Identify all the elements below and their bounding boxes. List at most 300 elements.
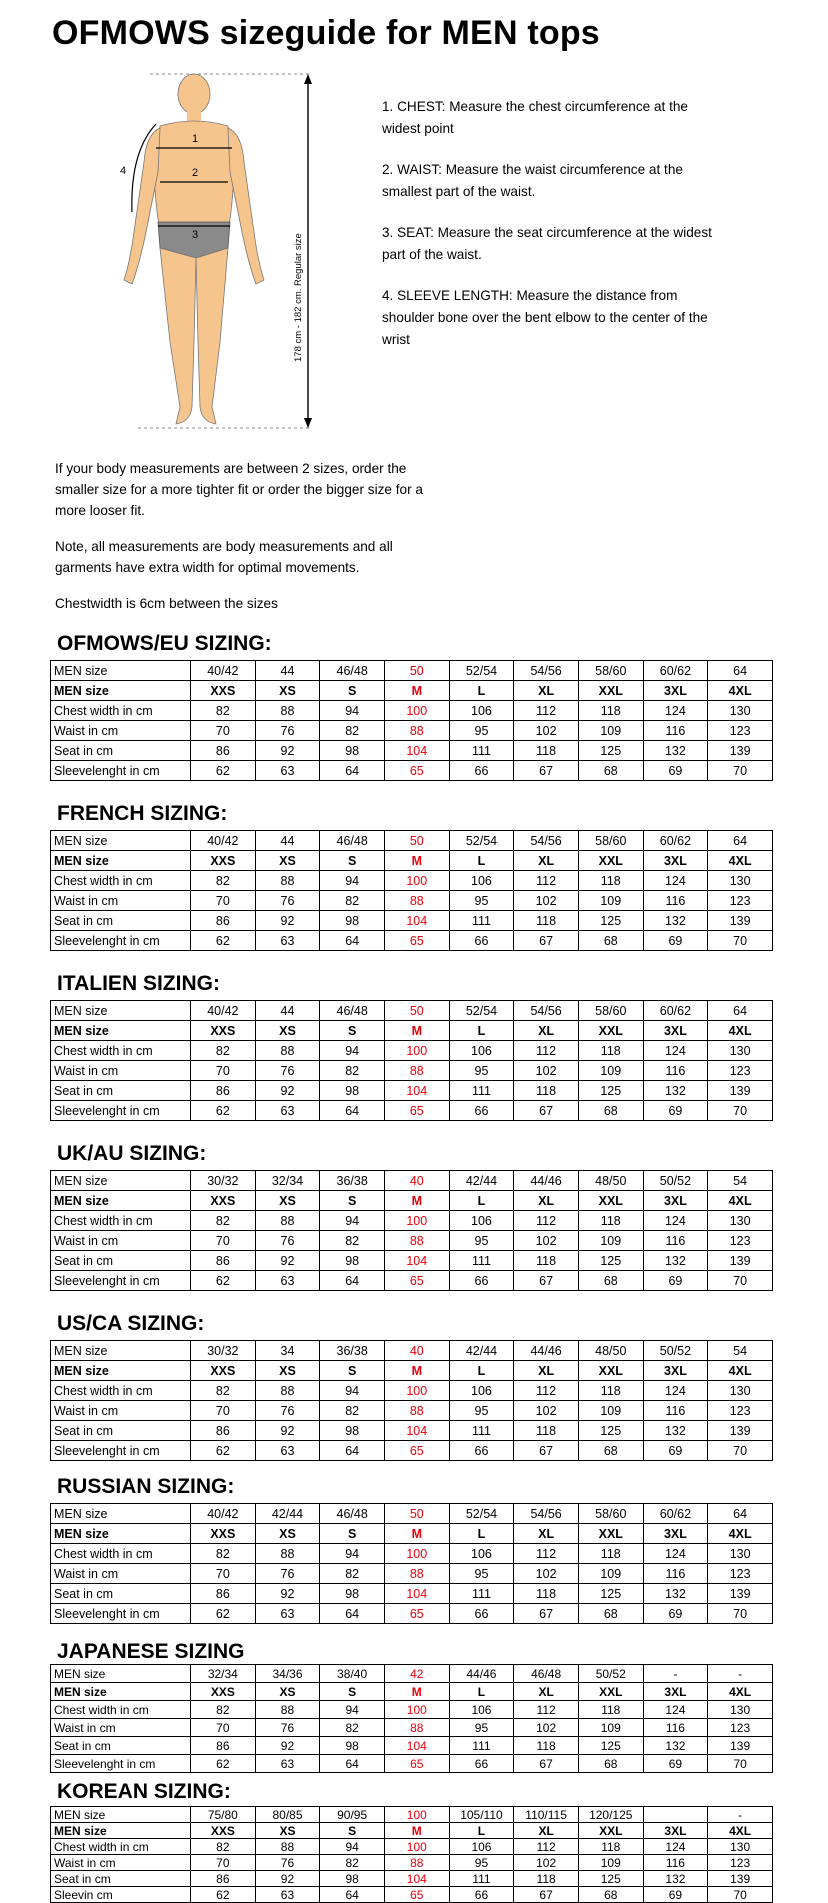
table-cell: 64: [708, 1504, 773, 1524]
table-cell: 70: [708, 761, 773, 781]
table-cell: L: [449, 681, 514, 701]
table-cell: XXS: [191, 1823, 256, 1839]
table-cell: 62: [191, 931, 256, 951]
table-cell: 36/38: [320, 1171, 385, 1191]
table-cell: 88: [255, 1381, 320, 1401]
table-cell: 95: [449, 1855, 514, 1871]
table-cell: 123: [708, 1719, 773, 1737]
table-cell: 46/48: [320, 1001, 385, 1021]
table-row: [51, 911, 773, 931]
table-cell: 4XL: [708, 1524, 773, 1544]
table-cell: -: [643, 1665, 708, 1683]
table-cell: 116: [643, 1564, 708, 1584]
table-cell: 44: [255, 661, 320, 681]
table-cell: 67: [514, 1271, 579, 1291]
table-cell: XXL: [578, 1524, 643, 1544]
row-label: MEN size: [51, 1524, 191, 1544]
table-cell: 100: [384, 1839, 449, 1855]
table-cell: XXL: [578, 1823, 643, 1839]
table-cell: XS: [255, 1021, 320, 1041]
table-row: [51, 931, 773, 951]
table-cell: 92: [255, 1081, 320, 1101]
table-row: [51, 701, 773, 721]
table-cell: 60/62: [643, 1001, 708, 1021]
table-cell: 139: [708, 1421, 773, 1441]
table-cell: 67: [514, 761, 579, 781]
table-cell: XS: [255, 681, 320, 701]
table-cell: 63: [255, 1271, 320, 1291]
table-cell: 88: [255, 1839, 320, 1855]
table-cell: 42: [384, 1665, 449, 1683]
table-row: [51, 1171, 773, 1191]
table-cell: 42/44: [449, 1341, 514, 1361]
table-cell: XS: [255, 851, 320, 871]
table-cell: 63: [255, 1604, 320, 1624]
table-cell: 65: [384, 1604, 449, 1624]
size-table: [50, 1170, 773, 1291]
table-cell: 76: [255, 1855, 320, 1871]
table-cell: 68: [578, 1887, 643, 1903]
table-cell: 109: [578, 1719, 643, 1737]
table-cell: 76: [255, 1401, 320, 1421]
table-cell: 130: [708, 1839, 773, 1855]
table-cell: 92: [255, 911, 320, 931]
table-cell: S: [320, 1823, 385, 1839]
row-label: MEN size: [51, 1001, 191, 1021]
row-label: Waist in cm: [51, 891, 191, 911]
table-cell: L: [449, 1021, 514, 1041]
row-label: Chest width in cm: [51, 1211, 191, 1231]
table-cell: 88: [255, 1041, 320, 1061]
table-cell: 104: [384, 1251, 449, 1271]
table-cell: 100: [384, 1381, 449, 1401]
table-cell: 104: [384, 1081, 449, 1101]
table-cell: 76: [255, 1061, 320, 1081]
table-row: [51, 1001, 773, 1021]
row-label: Chest width in cm: [51, 1381, 191, 1401]
table-cell: 132: [643, 1584, 708, 1604]
table-cell: 100: [384, 871, 449, 891]
table-cell: 67: [514, 931, 579, 951]
table-row: [51, 681, 773, 701]
row-label: Chest width in cm: [51, 1544, 191, 1564]
table-cell: 88: [255, 1211, 320, 1231]
table-cell: XS: [255, 1823, 320, 1839]
table-cell: 69: [643, 1271, 708, 1291]
table-cell: 104: [384, 1737, 449, 1755]
table-cell: 106: [449, 1041, 514, 1061]
table-cell: 139: [708, 741, 773, 761]
table-cell: 62: [191, 1887, 256, 1903]
table-cell: 116: [643, 1061, 708, 1081]
figure-label-waist: 2: [192, 167, 199, 179]
table-cell: 67: [514, 1755, 579, 1773]
table-cell: 3XL: [643, 681, 708, 701]
table-cell: 88: [255, 871, 320, 891]
table-cell: 125: [578, 1081, 643, 1101]
table-cell: 118: [514, 911, 579, 931]
table-cell: 124: [643, 1381, 708, 1401]
table-cell: 82: [320, 1231, 385, 1251]
table-cell: 30/32: [191, 1341, 256, 1361]
table-cell: 58/60: [578, 831, 643, 851]
table-cell: 139: [708, 1737, 773, 1755]
table-cell: 86: [191, 1737, 256, 1755]
table-cell: XXS: [191, 851, 256, 871]
table-cell: -: [708, 1807, 773, 1823]
table-cell: 82: [191, 701, 256, 721]
table-cell: 88: [384, 721, 449, 741]
table-cell: 70: [708, 1755, 773, 1773]
table-cell: 132: [643, 1871, 708, 1887]
table-cell: 66: [449, 931, 514, 951]
size-table: [50, 1340, 773, 1461]
table-cell: 68: [578, 1755, 643, 1773]
table-cell: 34/36: [255, 1665, 320, 1683]
table-cell: 67: [514, 1101, 579, 1121]
table-cell: 66: [449, 1441, 514, 1461]
figure-label-sleeve: 4: [120, 165, 127, 177]
row-label: MEN size: [51, 1665, 191, 1683]
table-cell: 44: [255, 831, 320, 851]
table-row: [51, 741, 773, 761]
body-measurement-figure: [110, 62, 335, 432]
table-cell: XXS: [191, 1361, 256, 1381]
table-cell: 130: [708, 1544, 773, 1564]
table-cell: 3XL: [643, 1524, 708, 1544]
table-cell: 82: [191, 1839, 256, 1855]
table-row: [51, 1887, 773, 1903]
table-cell: XXS: [191, 681, 256, 701]
table-cell: 118: [578, 1041, 643, 1061]
table-cell: 125: [578, 741, 643, 761]
table-cell: 64: [320, 1887, 385, 1903]
table-cell: 118: [578, 871, 643, 891]
table-cell: M: [384, 1191, 449, 1211]
table-row: [51, 1271, 773, 1291]
table-cell: 65: [384, 1101, 449, 1121]
table-cell: XL: [514, 1191, 579, 1211]
table-cell: 94: [320, 701, 385, 721]
section-title: ITALIEN SIZING:: [57, 972, 220, 995]
table-cell: 130: [708, 871, 773, 891]
table-cell: 116: [643, 1231, 708, 1251]
table-cell: 63: [255, 1887, 320, 1903]
table-cell: 124: [643, 1701, 708, 1719]
table-cell: 3XL: [643, 1823, 708, 1839]
table-row: [51, 1211, 773, 1231]
row-label: MEN size: [51, 1191, 191, 1211]
table-cell: 86: [191, 1871, 256, 1887]
table-cell: XL: [514, 1021, 579, 1041]
table-cell: 88: [384, 891, 449, 911]
section-title: RUSSIAN SIZING:: [57, 1475, 235, 1498]
table-cell: XL: [514, 681, 579, 701]
table-cell: XXL: [578, 1021, 643, 1041]
table-cell: XXL: [578, 1361, 643, 1381]
table-cell: L: [449, 1361, 514, 1381]
table-row: [51, 1855, 773, 1871]
table-cell: 54: [708, 1341, 773, 1361]
table-cell: S: [320, 1021, 385, 1041]
table-cell: 82: [191, 1211, 256, 1231]
table-cell: 42/44: [449, 1171, 514, 1191]
table-cell: 132: [643, 911, 708, 931]
table-cell: 52/54: [449, 831, 514, 851]
table-cell: XXS: [191, 1021, 256, 1041]
table-cell: 106: [449, 1544, 514, 1564]
table-cell: 106: [449, 1211, 514, 1231]
table-cell: 68: [578, 1101, 643, 1121]
section-title: FRENCH SIZING:: [57, 802, 228, 825]
table-cell: 92: [255, 1737, 320, 1755]
table-cell: 82: [320, 1855, 385, 1871]
table-cell: 118: [514, 1081, 579, 1101]
table-row: [51, 1737, 773, 1755]
table-row: [51, 1101, 773, 1121]
table-cell: 139: [708, 1584, 773, 1604]
table-cell: 82: [191, 871, 256, 891]
table-cell: 38/40: [320, 1665, 385, 1683]
table-cell: 109: [578, 1061, 643, 1081]
row-label: MEN size: [51, 851, 191, 871]
size-table: [50, 660, 773, 781]
table-cell: 104: [384, 1584, 449, 1604]
table-cell: 98: [320, 1737, 385, 1755]
table-cell: 64: [320, 1271, 385, 1291]
table-cell: 132: [643, 1737, 708, 1755]
table-cell: 95: [449, 1061, 514, 1081]
table-cell: 46/48: [320, 831, 385, 851]
table-cell: 110/115: [514, 1807, 579, 1823]
table-row: [51, 1807, 773, 1823]
table-row: [51, 661, 773, 681]
table-cell: 94: [320, 1839, 385, 1855]
table-cell: 116: [643, 721, 708, 741]
table-cell: 70: [708, 1887, 773, 1903]
table-cell: 64: [320, 1755, 385, 1773]
table-cell: XL: [514, 1361, 579, 1381]
table-cell: 88: [384, 1401, 449, 1421]
table-cell: XXS: [191, 1683, 256, 1701]
table-cell: 52/54: [449, 1504, 514, 1524]
table-cell: XXS: [191, 1191, 256, 1211]
table-cell: 94: [320, 1701, 385, 1719]
table-cell: 102: [514, 1401, 579, 1421]
table-cell: 102: [514, 891, 579, 911]
table-cell: 118: [578, 1839, 643, 1855]
table-cell: 124: [643, 1839, 708, 1855]
row-label: Chest width in cm: [51, 1701, 191, 1719]
table-cell: 109: [578, 1564, 643, 1584]
table-cell: 50/52: [643, 1341, 708, 1361]
table-cell: 88: [384, 1855, 449, 1871]
table-cell: 48/50: [578, 1341, 643, 1361]
row-label: Chest width in cm: [51, 1839, 191, 1855]
table-cell: 88: [255, 1701, 320, 1719]
table-cell: [643, 1807, 708, 1823]
table-cell: 80/85: [255, 1807, 320, 1823]
instruction-chest: 1. CHEST: Measure the chest circumference at the widest point: [382, 99, 688, 136]
table-cell: 112: [514, 1701, 579, 1719]
table-cell: 130: [708, 1381, 773, 1401]
table-row: [51, 1041, 773, 1061]
table-cell: 139: [708, 1871, 773, 1887]
instruction-seat: 3. SEAT: Measure the seat circumference at the widest part of the waist.: [382, 225, 712, 262]
table-cell: 76: [255, 1231, 320, 1251]
table-row: [51, 1021, 773, 1041]
table-cell: 130: [708, 1041, 773, 1061]
table-row: [51, 1584, 773, 1604]
table-cell: 95: [449, 1719, 514, 1737]
table-cell: 64: [708, 1001, 773, 1021]
table-cell: 118: [514, 1251, 579, 1271]
table-cell: 46/48: [320, 661, 385, 681]
row-label: Chest width in cm: [51, 1041, 191, 1061]
size-table: [50, 830, 773, 951]
table-cell: 64: [708, 661, 773, 681]
table-cell: M: [384, 1361, 449, 1381]
table-cell: 67: [514, 1604, 579, 1624]
table-cell: 69: [643, 1887, 708, 1903]
table-cell: 106: [449, 871, 514, 891]
table-cell: 65: [384, 1755, 449, 1773]
table-cell: 112: [514, 1544, 579, 1564]
table-cell: 82: [320, 1564, 385, 1584]
table-row: [51, 1683, 773, 1701]
table-cell: 62: [191, 1441, 256, 1461]
table-cell: 112: [514, 871, 579, 891]
table-cell: 65: [384, 1441, 449, 1461]
table-cell: 82: [320, 1401, 385, 1421]
table-cell: 32/34: [191, 1665, 256, 1683]
row-label: MEN size: [51, 661, 191, 681]
table-cell: XS: [255, 1361, 320, 1381]
table-cell: 60/62: [643, 661, 708, 681]
table-cell: XL: [514, 1524, 579, 1544]
table-cell: 92: [255, 1871, 320, 1887]
table-row: [51, 1061, 773, 1081]
table-cell: 65: [384, 1887, 449, 1903]
row-label: Chest width in cm: [51, 701, 191, 721]
table-cell: 64: [320, 931, 385, 951]
table-cell: 118: [578, 1544, 643, 1564]
table-cell: 82: [191, 1544, 256, 1564]
table-cell: XXL: [578, 1191, 643, 1211]
table-cell: 66: [449, 1271, 514, 1291]
table-cell: 118: [514, 1737, 579, 1755]
table-cell: XXL: [578, 1683, 643, 1701]
table-cell: 118: [578, 1701, 643, 1719]
table-cell: 102: [514, 1719, 579, 1737]
row-label: MEN size: [51, 1683, 191, 1701]
table-cell: 111: [449, 1737, 514, 1755]
table-cell: 94: [320, 1544, 385, 1564]
table-cell: 3XL: [643, 1191, 708, 1211]
table-cell: 58/60: [578, 661, 643, 681]
table-cell: S: [320, 1361, 385, 1381]
row-label: MEN size: [51, 1504, 191, 1524]
table-row: [51, 871, 773, 891]
table-cell: 109: [578, 1231, 643, 1251]
table-cell: 82: [191, 1381, 256, 1401]
table-row: [51, 1504, 773, 1524]
table-cell: 82: [191, 1041, 256, 1061]
table-cell: 62: [191, 1604, 256, 1624]
table-cell: 44/46: [514, 1171, 579, 1191]
table-row: [51, 761, 773, 781]
table-cell: 86: [191, 1421, 256, 1441]
table-cell: 76: [255, 891, 320, 911]
table-cell: -: [708, 1665, 773, 1683]
figure-label-chest: 1: [192, 133, 199, 145]
table-cell: 64: [320, 1604, 385, 1624]
table-cell: 95: [449, 891, 514, 911]
section-title: UK/AU SIZING:: [57, 1142, 207, 1165]
table-cell: 63: [255, 1101, 320, 1121]
table-cell: S: [320, 851, 385, 871]
table-cell: 44/46: [514, 1341, 579, 1361]
table-cell: 4XL: [708, 1191, 773, 1211]
table-cell: 98: [320, 1584, 385, 1604]
table-cell: 32/34: [255, 1171, 320, 1191]
table-cell: 50: [384, 661, 449, 681]
table-cell: 67: [514, 1441, 579, 1461]
row-label: Sleevin cm: [51, 1887, 191, 1903]
table-cell: XXL: [578, 851, 643, 871]
table-cell: 54: [708, 1171, 773, 1191]
table-cell: 90/95: [320, 1807, 385, 1823]
table-cell: 123: [708, 1564, 773, 1584]
table-cell: 82: [320, 891, 385, 911]
table-cell: 82: [191, 1701, 256, 1719]
table-cell: 40: [384, 1171, 449, 1191]
table-cell: 86: [191, 1251, 256, 1271]
table-cell: 92: [255, 1421, 320, 1441]
table-cell: 116: [643, 1719, 708, 1737]
table-cell: 58/60: [578, 1001, 643, 1021]
table-row: [51, 1381, 773, 1401]
row-label: Waist in cm: [51, 1719, 191, 1737]
table-cell: 88: [384, 1231, 449, 1251]
table-cell: 86: [191, 741, 256, 761]
table-cell: 70: [708, 1101, 773, 1121]
table-cell: 111: [449, 1081, 514, 1101]
table-cell: 40/42: [191, 1504, 256, 1524]
table-cell: 70: [191, 1231, 256, 1251]
row-label: Seat in cm: [51, 741, 191, 761]
table-cell: 75/80: [191, 1807, 256, 1823]
table-cell: 69: [643, 1755, 708, 1773]
table-cell: S: [320, 681, 385, 701]
table-cell: 111: [449, 1421, 514, 1441]
row-label: MEN size: [51, 1021, 191, 1041]
row-label: Seat in cm: [51, 1871, 191, 1887]
table-cell: 98: [320, 1081, 385, 1101]
table-cell: 109: [578, 1855, 643, 1871]
table-cell: 118: [578, 701, 643, 721]
table-cell: 102: [514, 1061, 579, 1081]
table-cell: 124: [643, 1544, 708, 1564]
table-cell: 100: [384, 1211, 449, 1231]
table-cell: 94: [320, 871, 385, 891]
table-cell: 98: [320, 1421, 385, 1441]
table-cell: 112: [514, 1211, 579, 1231]
table-cell: 64: [708, 831, 773, 851]
table-cell: 70: [191, 1719, 256, 1737]
table-cell: 102: [514, 1855, 579, 1871]
table-cell: 104: [384, 741, 449, 761]
